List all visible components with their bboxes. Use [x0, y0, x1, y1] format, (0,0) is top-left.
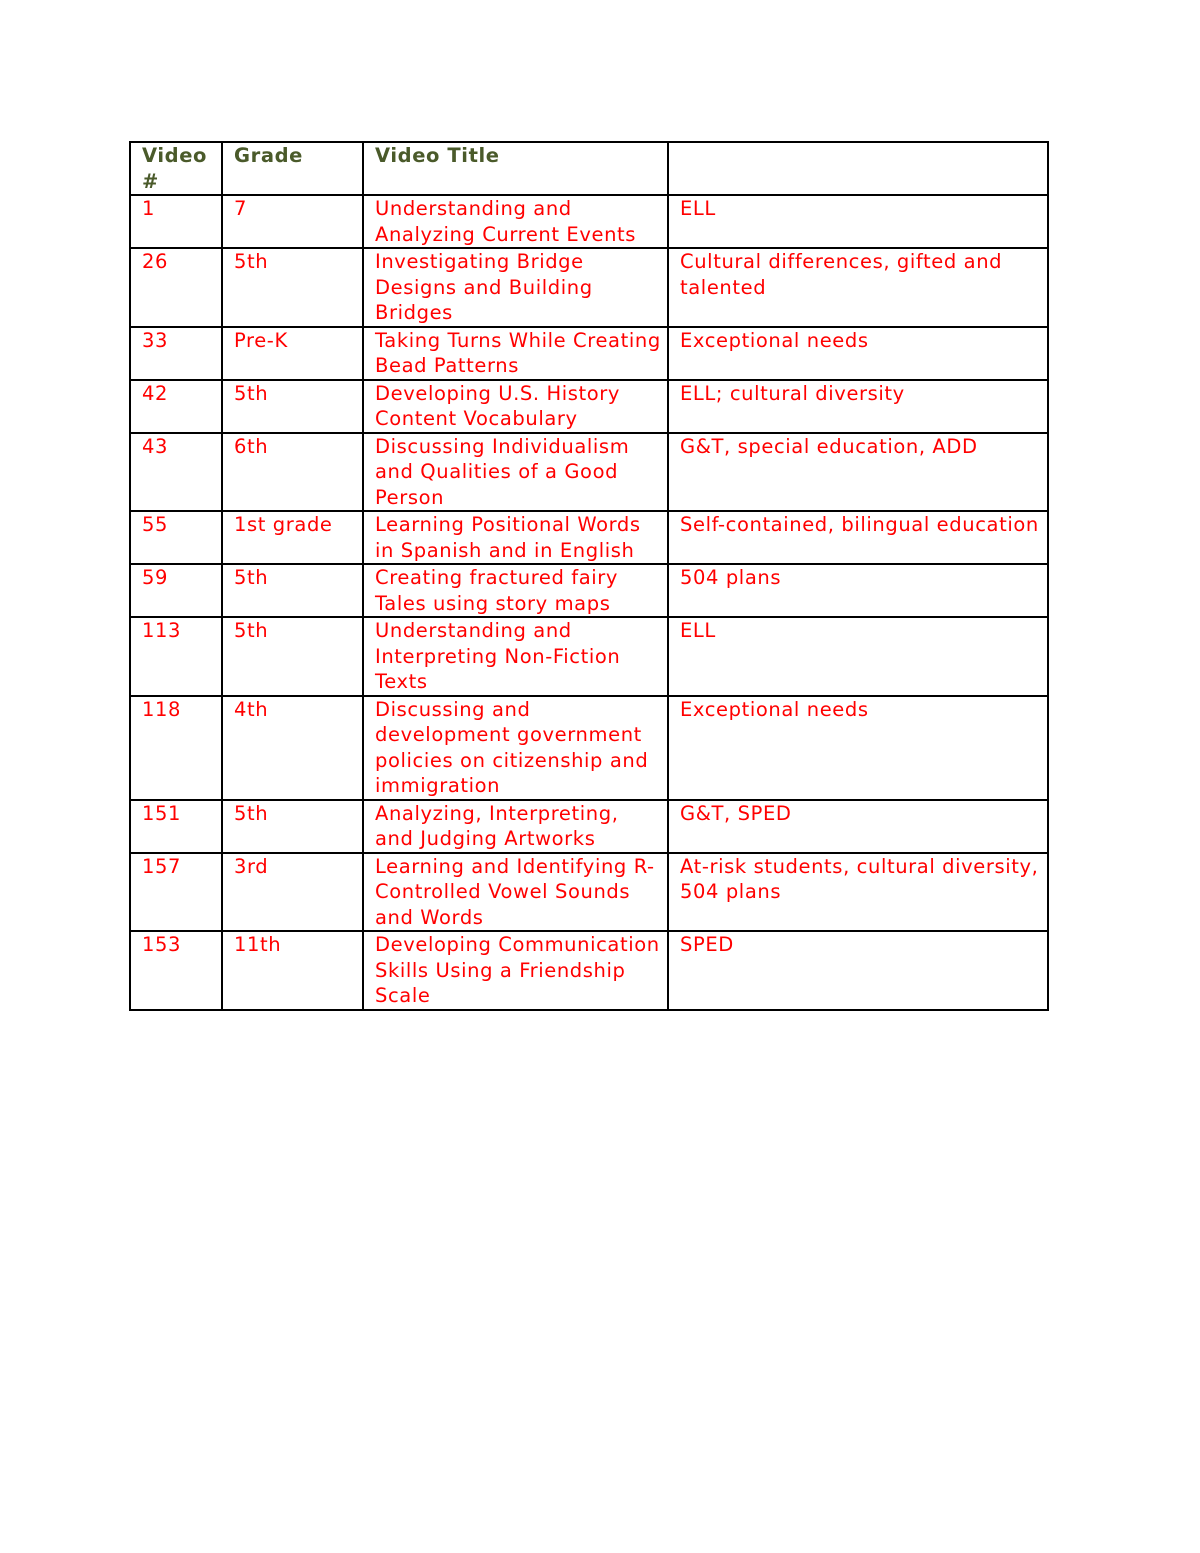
- cell-video-number: 153: [130, 931, 222, 1010]
- table-row: [130, 696, 1048, 800]
- table-row: [130, 248, 1048, 327]
- cell-notes: G&T, SPED: [668, 800, 1048, 853]
- cell-grade: 3rd: [222, 853, 363, 932]
- header-video-title: Video Title: [363, 142, 668, 195]
- cell-grade: 5th: [222, 564, 363, 617]
- cell-video-number: 42: [130, 380, 222, 433]
- cell-notes: Exceptional needs: [668, 327, 1048, 380]
- cell-grade: 4th: [222, 696, 363, 800]
- cell-video-number: 1: [130, 195, 222, 248]
- cell-notes: ELL; cultural diversity: [668, 380, 1048, 433]
- table-row: [130, 853, 1048, 932]
- cell-video-title: Developing U.S. History Content Vocabulary: [363, 380, 668, 433]
- cell-video-title: Developing Communication Skills Using a Friendship Scale: [363, 931, 668, 1010]
- cell-video-number: 157: [130, 853, 222, 932]
- table-row: [130, 511, 1048, 564]
- cell-video-title: Investigating Bridge Designs and Building Bridges: [363, 248, 668, 327]
- cell-grade: 1st grade: [222, 511, 363, 564]
- header-grade: Grade: [222, 142, 363, 195]
- cell-notes: 504 plans: [668, 564, 1048, 617]
- cell-grade: 5th: [222, 617, 363, 696]
- table-row: [130, 931, 1048, 1010]
- cell-notes: Cultural differences, gifted and talented: [668, 248, 1048, 327]
- header-video-number: Video #: [130, 142, 222, 195]
- cell-video-title: Creating fractured fairy Tales using story maps: [363, 564, 668, 617]
- video-table: [129, 141, 1049, 1011]
- table-body: [130, 195, 1048, 1010]
- cell-grade: 11th: [222, 931, 363, 1010]
- cell-video-title: Analyzing, Interpreting, and Judging Artworks: [363, 800, 668, 853]
- cell-video-number: 113: [130, 617, 222, 696]
- cell-video-number: 118: [130, 696, 222, 800]
- cell-video-title: Taking Turns While Creating Bead Patterns: [363, 327, 668, 380]
- cell-video-title: Discussing and development government policies on citizenship and immigration: [363, 696, 668, 800]
- cell-notes: Self-contained, bilingual education: [668, 511, 1048, 564]
- cell-video-title: Learning Positional Words in Spanish and in English: [363, 511, 668, 564]
- table-header-row: [130, 142, 1048, 195]
- table-row: [130, 380, 1048, 433]
- table-row: [130, 617, 1048, 696]
- cell-grade: 7: [222, 195, 363, 248]
- cell-video-title: Learning and Identifying R-Controlled Vowel Sounds and Words: [363, 853, 668, 932]
- cell-grade: Pre-K: [222, 327, 363, 380]
- cell-notes: ELL: [668, 195, 1048, 248]
- cell-video-number: 43: [130, 433, 222, 512]
- cell-video-title: Understanding and Analyzing Current Events: [363, 195, 668, 248]
- cell-video-number: 151: [130, 800, 222, 853]
- cell-video-number: 55: [130, 511, 222, 564]
- table-row: [130, 433, 1048, 512]
- table-row: [130, 564, 1048, 617]
- cell-notes: ELL: [668, 617, 1048, 696]
- cell-video-title: Discussing Individualism and Qualities of a Good Person: [363, 433, 668, 512]
- table-row: [130, 800, 1048, 853]
- cell-grade: 6th: [222, 433, 363, 512]
- cell-grade: 5th: [222, 380, 363, 433]
- cell-video-number: 33: [130, 327, 222, 380]
- cell-notes: G&T, special education, ADD: [668, 433, 1048, 512]
- cell-notes: Exceptional needs: [668, 696, 1048, 800]
- table-row: [130, 327, 1048, 380]
- cell-video-title: Understanding and Interpreting Non-Fiction Texts: [363, 617, 668, 696]
- cell-video-number: 59: [130, 564, 222, 617]
- cell-grade: 5th: [222, 800, 363, 853]
- cell-video-number: 26: [130, 248, 222, 327]
- cell-notes: SPED: [668, 931, 1048, 1010]
- header-notes: [668, 142, 1048, 195]
- cell-grade: 5th: [222, 248, 363, 327]
- table-row: [130, 195, 1048, 248]
- cell-notes: At-risk students, cultural diversity, 504 plans: [668, 853, 1048, 932]
